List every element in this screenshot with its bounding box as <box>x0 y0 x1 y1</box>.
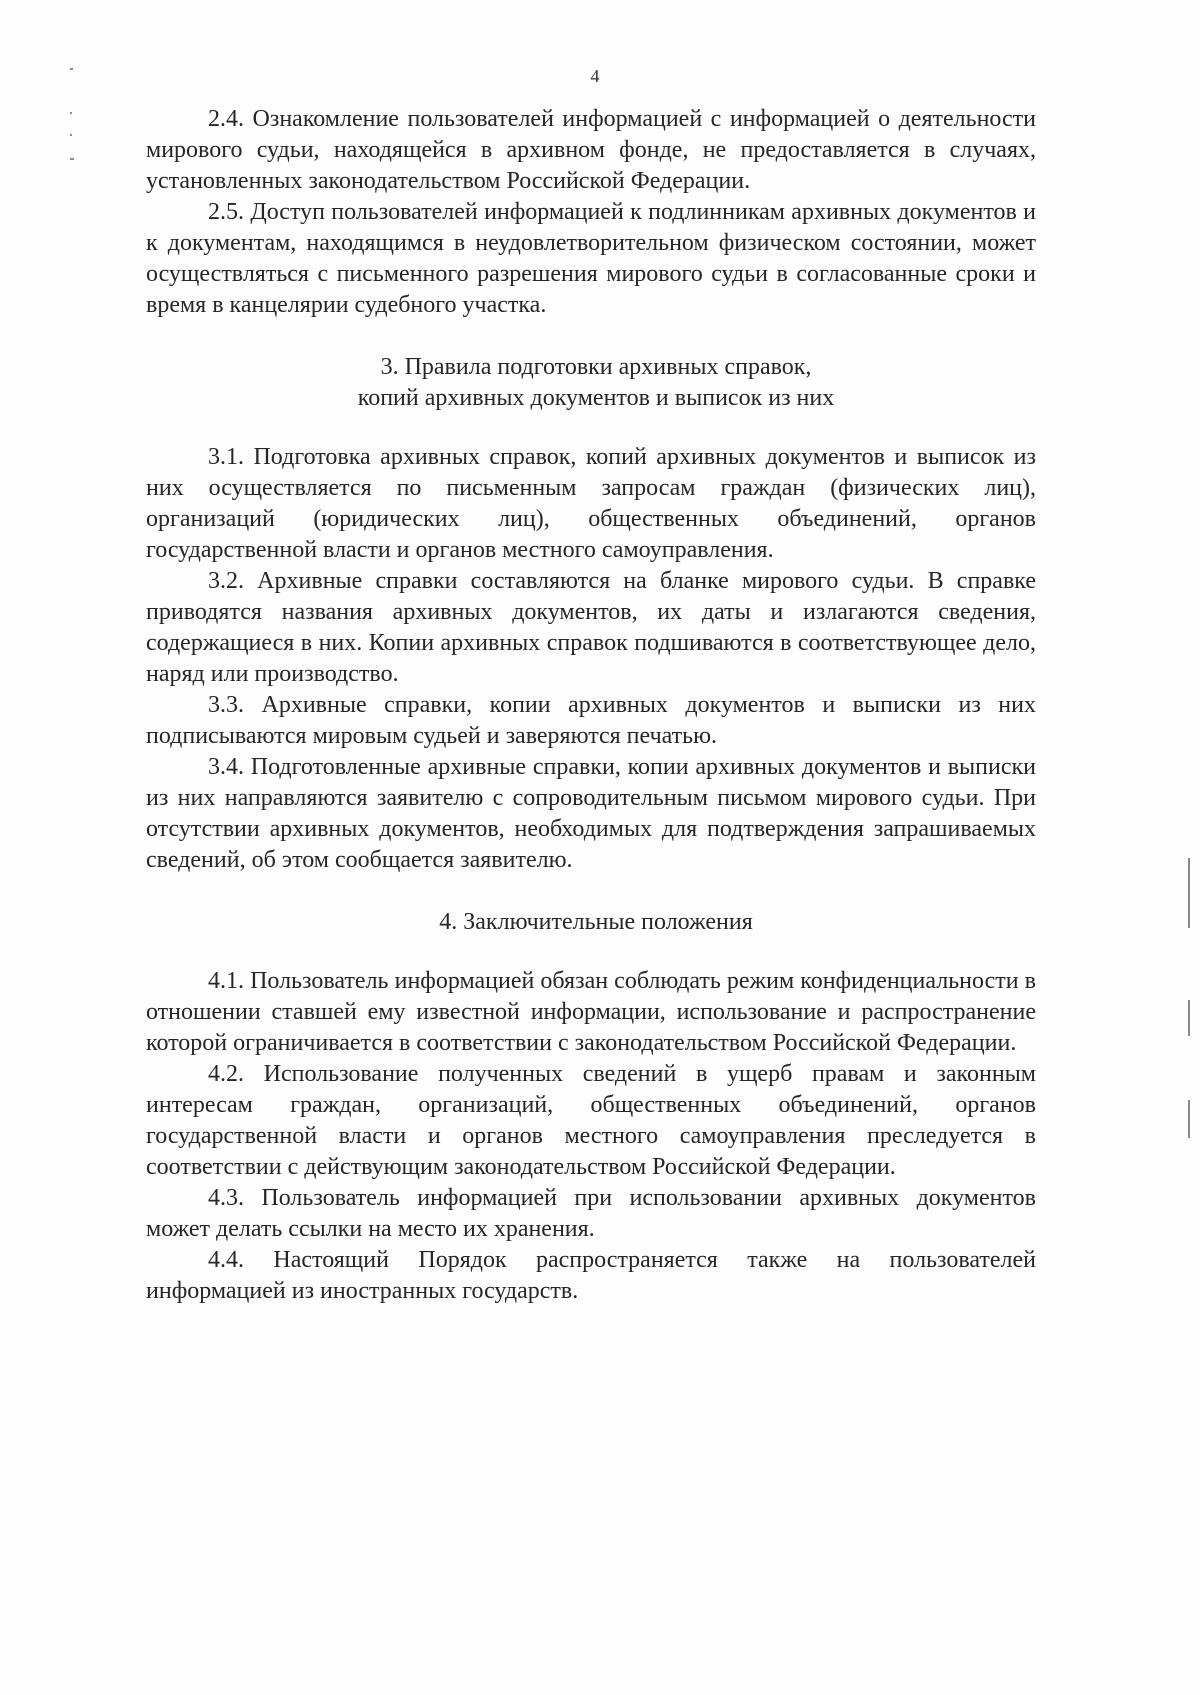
scan-artifact <box>1188 858 1190 928</box>
section-4-title: 4. Заключительные положения <box>439 909 753 935</box>
paragraph-3-1: 3.1. Подготовка архивных справок, копий архивных документов и выписок из них осуществляется по письменным запросам граждан (физических лиц), организаций (юридических лиц), общественных объединений, органов государственной власти и органов местного самоуправления. <box>146 444 1036 563</box>
paragraph-3-3: 3.3. Архивные справки, копии архивных документов и выписки из них подписываются мировым судьей и заверяются печатью. <box>146 692 1036 749</box>
scan-artifact <box>70 158 74 160</box>
section-3-title-line-2: копий архивных документов и выписок из них <box>357 385 835 411</box>
paragraph-4-2: 4.2. Использование полученных сведений в ущерб правам и законным интересам граждан, организаций, общественных объединений, органов государственной власти и органов местного самоуправления преследуется в соответствии с действующим законодательством Российской Федерации. <box>146 1061 1036 1180</box>
paragraph-2-5: 2.5. Доступ пользователей информацией к подлинникам архивных документов и к документам, находящимся в неудовлетворительном физическом состоянии, может осуществляться с письменного разрешения мирового судьи в согласованные сроки и время в канцелярии судебного участка. <box>146 199 1036 318</box>
paragraph-4-3: 4.3. Пользователь информацией при использовании архивных документов может делать ссылки на место их хранения. <box>146 1185 1036 1242</box>
paragraph-4-4: 4.4. Настоящий Порядок распространяется также на пользователей информацией из иностранных государств. <box>146 1247 1036 1304</box>
scan-artifact <box>70 112 72 114</box>
paragraph-4-1: 4.1. Пользователь информацией обязан соблюдать режим конфиденциальности в отношении ставшей ему известной информации, использование и распространение которой ограничивается в соответствии с законодательством Российской Федерации. <box>146 968 1036 1056</box>
scan-artifact <box>70 134 72 136</box>
scan-artifact <box>1188 1100 1190 1138</box>
page-number: 4 <box>590 66 600 86</box>
document-body <box>146 104 1036 1307</box>
section-3-title-line-1: 3. Правила подготовки архивных справок, <box>380 354 812 380</box>
paragraph-3-2: 3.2. Архивные справки составляются на бланке мирового судьи. В справке приводятся названия архивных документов, их даты и излагаются сведения, содержащиеся в них. Копии архивных справок подшиваются в соответствующее дело, наряд или производство. <box>146 568 1036 687</box>
section-3-title <box>146 352 1036 414</box>
paragraph-3-4: 3.4. Подготовленные архивные справки, копии архивных документов и выписки из них направляются заявителю с сопроводительным письмом мирового судьи. При отсутствии архивных документов, необходимых для подтверждения запрашиваемых сведений, об этом сообщается заявителю. <box>146 754 1036 873</box>
scan-artifact <box>70 68 73 70</box>
scan-artifact <box>1188 1000 1190 1036</box>
paragraph-2-4: 2.4. Ознакомление пользователей информацией с информацией о деятельности мирового судьи, находящейся в архивном фонде, не предоставляется в случаях, установленных законодательством Российской Федерации. <box>146 106 1036 194</box>
